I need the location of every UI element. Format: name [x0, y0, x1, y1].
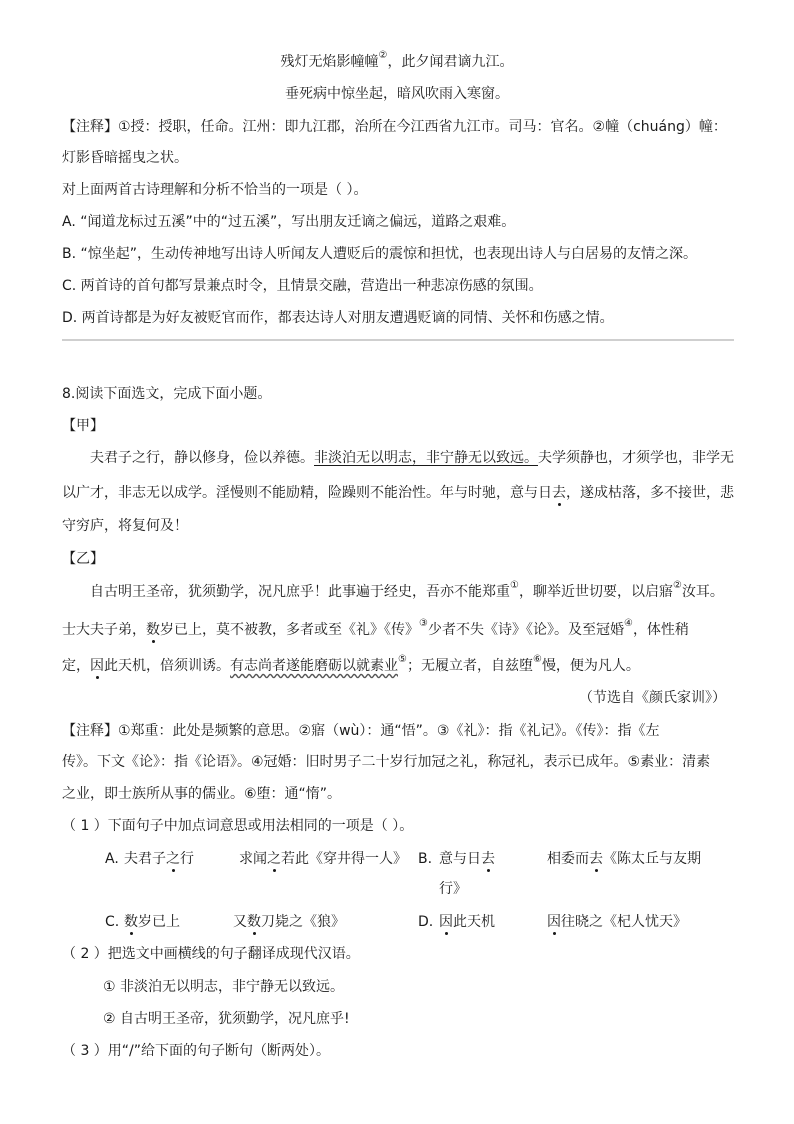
option-d-right	[547, 912, 687, 932]
passage-text: ，体性稍	[632, 622, 689, 638]
dotted-word: 去	[481, 851, 495, 867]
dotted-word: 之	[166, 851, 180, 867]
option-d-label: D.	[418, 914, 434, 930]
passage-text: 夫学须静也，才须学也，非学无	[538, 450, 734, 466]
section-divider	[62, 339, 734, 341]
dotted-word: 去	[552, 485, 566, 501]
option-b-label: B.	[418, 851, 433, 867]
dotted-word: 因	[439, 914, 453, 930]
option-a-left	[124, 849, 194, 869]
option-text: 刀毙之《狼》	[261, 914, 345, 930]
option-a-right	[239, 849, 407, 869]
passage-text: 自古明王圣帝，犹须勤学，况凡庶乎！此事遍于经史，吾亦不能郑重	[90, 584, 510, 600]
dotted-word: 数	[247, 914, 261, 930]
annotation-line: 【注释】①授：授职，任命。江州：即九江郡，治所在今江西省九江市。司马：官名。②幢（chuáng）幢：	[62, 119, 727, 135]
option-text: 夫君子	[124, 851, 166, 867]
passage-source: （节选自《颜氏家训》）	[579, 690, 726, 706]
passage-yi-line	[62, 620, 689, 640]
sub-question-3-stem: （ 3 ）用“/”给下面的句子断句（断两处）。	[62, 1043, 331, 1059]
option-text: 意与日	[439, 851, 481, 867]
dotted-word: 之	[267, 851, 281, 867]
dotted-word: 数	[146, 622, 160, 638]
passage-text: ；无履立者，自兹堕	[406, 658, 533, 674]
annotation-line: 灯影昏暗摇曳之状。	[62, 150, 188, 166]
passage-jia-line: 守穷庐，将复何及！	[62, 518, 188, 534]
option-text: 相委而	[547, 851, 589, 867]
poem-line-2: 垂死病中惊坐起，暗风吹雨入寒窗。	[285, 86, 509, 102]
passage-jia-label: 【甲】	[62, 418, 104, 434]
option-c-left	[124, 912, 180, 932]
option-text: 往晓之《杞人忧天》	[561, 914, 687, 930]
annotation-line: 之业，即士族所从事的儒业。⑥堕：通“惰”。	[62, 786, 342, 802]
footnote-marker: ④	[623, 618, 633, 630]
footnote-marker: ⑤	[398, 654, 407, 666]
passage-text: ，遂成枯落，多不接世，悲	[566, 485, 734, 501]
passage-text: 士大夫子弟，	[62, 622, 146, 638]
dotted-word: 去	[589, 851, 603, 867]
passage-text: 以广才，非志无以成学。淫慢则不能励精，险躁则不能治性。年与时驰，意与日	[62, 485, 552, 501]
option-text: 岁已上	[138, 914, 180, 930]
option-b-left	[439, 849, 495, 869]
option-b-right-wrap: 行》	[439, 881, 467, 897]
option-text: 又	[233, 914, 247, 930]
option-text: 求闻	[239, 851, 267, 867]
footnote-marker: ③	[419, 618, 428, 630]
option-text: 行	[180, 851, 194, 867]
annotation-line: 【注释】①郑重：此处是频繁的意思。②寤（wù）：通“悟”。③《礼》：指《礼记》。《传》：指《左	[62, 723, 660, 739]
option-c-right	[233, 912, 345, 932]
poem-line-1-end: ，此夕闻君谪九江。	[387, 54, 514, 70]
option-d-left	[439, 912, 495, 932]
option-b-right	[547, 849, 701, 869]
passage-text: 汝耳。	[681, 584, 724, 600]
poem-line-1	[0, 52, 794, 72]
option-text: 此天机	[453, 914, 495, 930]
sub-question-1-stem: （ 1 ）下面句子中加点词意思或用法相同的一项是（ ）。	[62, 818, 414, 834]
passage-yi-line	[90, 582, 724, 602]
passage-yi-label: 【乙】	[62, 551, 104, 567]
dotted-word: 因	[90, 658, 104, 674]
sub-question-2-item-2: ② 自古明王圣帝，犹须勤学，况凡庶乎!	[103, 1011, 350, 1027]
dotted-word: 因	[547, 914, 561, 930]
annotation-line: 传》。下文《论》：指《论语》。④冠婚：旧时男子二十岁行加冠之礼，称冠礼，表示已成年。⑤素业：清素	[62, 754, 711, 770]
poem-line-1-text: 残灯无焰影幢幢	[280, 54, 379, 70]
passage-text: 少者不失《诗》《论》。及至冠婚	[427, 622, 624, 638]
dotted-word: 数	[124, 914, 138, 930]
passage-text: 定，	[62, 658, 90, 674]
option-a: A. “闻道龙标过五溪”中的“过五溪”，写出朋友迁谪之偏远，道路之艰难。	[62, 214, 516, 230]
option-a-label: A.	[105, 851, 119, 867]
underlined-sentence: 非淡泊无以明志，非宁静无以致远。	[314, 450, 538, 466]
sub-question-2-item-1: ① 非淡泊无以明志，非宁静无以致远。	[103, 979, 344, 995]
passage-text: 此天机，倍须训诱。	[104, 658, 230, 674]
option-c-label: C.	[105, 914, 120, 930]
passage-jia-line	[62, 483, 734, 503]
passage-text: 岁已上，莫不被教，多者或至《礼》《传》	[160, 622, 419, 638]
option-b: B. “惊坐起”，生动传神地写出诗人听闻友人遭贬后的震惊和担忧，也表现出诗人与白居易的友情之深。	[62, 246, 698, 262]
passage-text: ，聊举近世切要，以启寤	[518, 584, 673, 600]
passage-yi-line	[62, 656, 640, 676]
question-heading: 8.阅读下面选文，完成下面小题。	[62, 386, 272, 402]
footnote-marker: ①	[510, 580, 519, 592]
footnote-marker: ②	[672, 580, 682, 592]
option-c: C. 两首诗的首句都写景兼点时令，且情景交融，营造出一种悲凉伤感的氛围。	[62, 278, 543, 294]
passage-text: 夫君子之行，静以修身，俭以养德。	[90, 450, 314, 466]
passage-jia-line	[90, 448, 734, 468]
passage-text: 慢，便为凡人。	[541, 658, 640, 674]
sub-question-2-stem: （ 2 ）把选文中画横线的句子翻译成现代汉语。	[62, 946, 360, 962]
option-text: 《陈太丘与友期	[603, 851, 701, 867]
option-d: D. 两首诗都是为好友被贬官而作，都表达诗人对朋友遭遇贬谪的同情、关怀和伤感之情。	[62, 310, 614, 326]
wavy-underlined-sentence: 有志尚者遂能磨砺以就素业	[230, 658, 398, 674]
option-text: 若此《穿井得一人》	[281, 851, 407, 867]
footnote-marker: ⑥	[532, 654, 542, 666]
question-stem: 对上面两首古诗理解和分析不恰当的一项是（ ）。	[62, 182, 368, 198]
footnote-marker: ②	[378, 50, 388, 62]
